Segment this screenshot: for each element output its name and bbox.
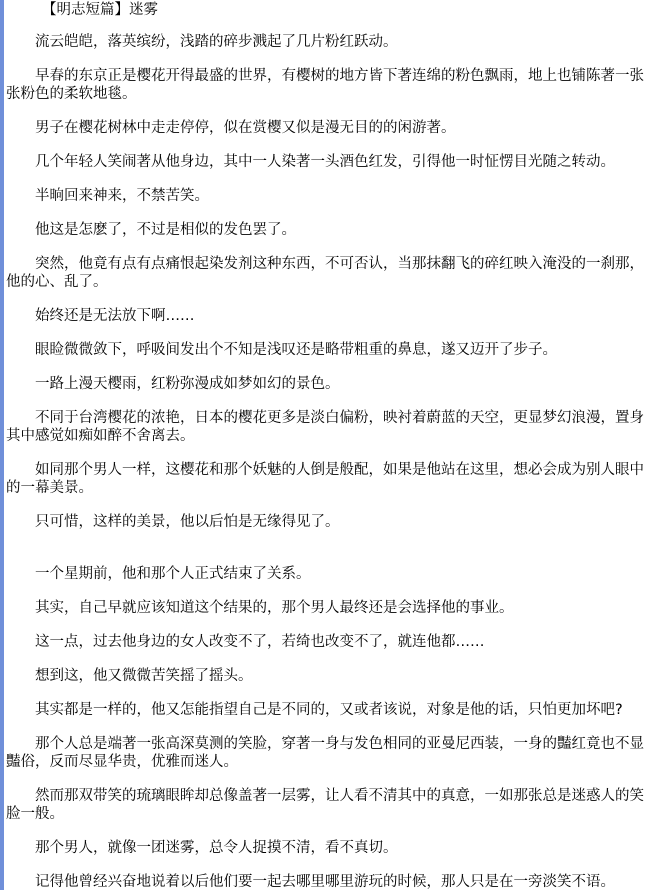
paragraph: 其实，自己早就应该知道这个结果的，那个男人最终还是会选择他的事业。 (35, 600, 514, 616)
paragraph: 想到这，他又微微苦笑摇了摇头。 (35, 668, 253, 684)
document-title: 【明志短篇】迷雾 (42, 2, 158, 18)
paragraph: 这一点，过去他身边的女人改变不了，若绮也改变不了，就连他都…… (35, 634, 485, 650)
paragraph: 眼睑微微敛下，呼吸间发出个不知是浅叹还是略带粗重的鼻息，遂又迈开了步子。 (35, 342, 557, 358)
paragraph: 他这是怎麽了，不过是相似的发色罢了。 (35, 222, 296, 238)
paragraph: 如同那个男人一样，这樱花和那个妖魅的人倒是般配，如果是他站在这里，想必会成为别人眼中的一幕美景。 (6, 462, 644, 496)
paragraph: 记得他曾经兴奋地说着以后他们要一起去哪里哪里游玩的时候，那人只是在一旁淡笑不语。 (35, 874, 615, 890)
paragraph: 始终还是无法放下啊…… (35, 308, 195, 324)
paragraph: 只可惜，这样的美景，他以后怕是无缘得见了。 (35, 514, 340, 530)
paragraph: 半晌回来神来，不禁苦笑。 (35, 188, 209, 204)
paragraph: 不同于台湾樱花的浓艳，日本的樱花更多是淡白偏粉，映衬着蔚蓝的天空，更显梦幻浪漫，置身其中感觉如痴如醉不舍离去。 (6, 410, 644, 444)
document-body (6, 0, 652, 891)
paragraph: 流云皑皑，落英缤纷，浅踏的碎步溅起了几片粉红跃动。 (35, 34, 398, 50)
paragraph: 几个年轻人笑闹著从他身边，其中一人染著一头酒色红发，引得他一时怔愣目光随之转动。 (35, 154, 615, 170)
paragraph: 一路上漫天樱雨，红粉弥漫成如梦如幻的景色。 (35, 376, 340, 392)
paragraph: 突然，他竟有点有点痛恨起染发剂这种东西，不可否认，当那抹翻飞的碎红映入淹没的一刹那，他的心、乱了。 (6, 256, 644, 290)
paragraph: 一个星期前，他和那个人正式结束了关系。 (35, 566, 311, 582)
paragraph: 那个男人，就像一团迷雾，总令人捉摸不清，看不真切。 (35, 840, 398, 856)
paragraph: 那个人总是端著一张高深莫测的笑脸，穿著一身与发色相同的亚曼尼西装，一身的豔红竟也不显豔俗，反而尽显华贵，优雅而迷人。 (6, 736, 644, 770)
paragraph: 早春的东京正是樱花开得最盛的世界，有樱树的地方皆下著连绵的粉色飘雨，地上也铺陈著一张张粉色的柔软地毯。 (6, 68, 644, 102)
left-margin-bar (0, 0, 4, 890)
paragraph: 其实都是一样的，他又怎能指望自己是不同的，又或者该说，对象是他的话，只怕更加坏吧? (35, 702, 623, 718)
paragraph: 然而那双带笑的琉璃眼眸却总像盖著一层雾，让人看不清其中的真意，一如那张总是迷惑人的笑脸一般。 (6, 788, 644, 822)
paragraph: 男子在樱花树林中走走停停，似在赏樱又似是漫无目的的闲游著。 (35, 120, 456, 136)
